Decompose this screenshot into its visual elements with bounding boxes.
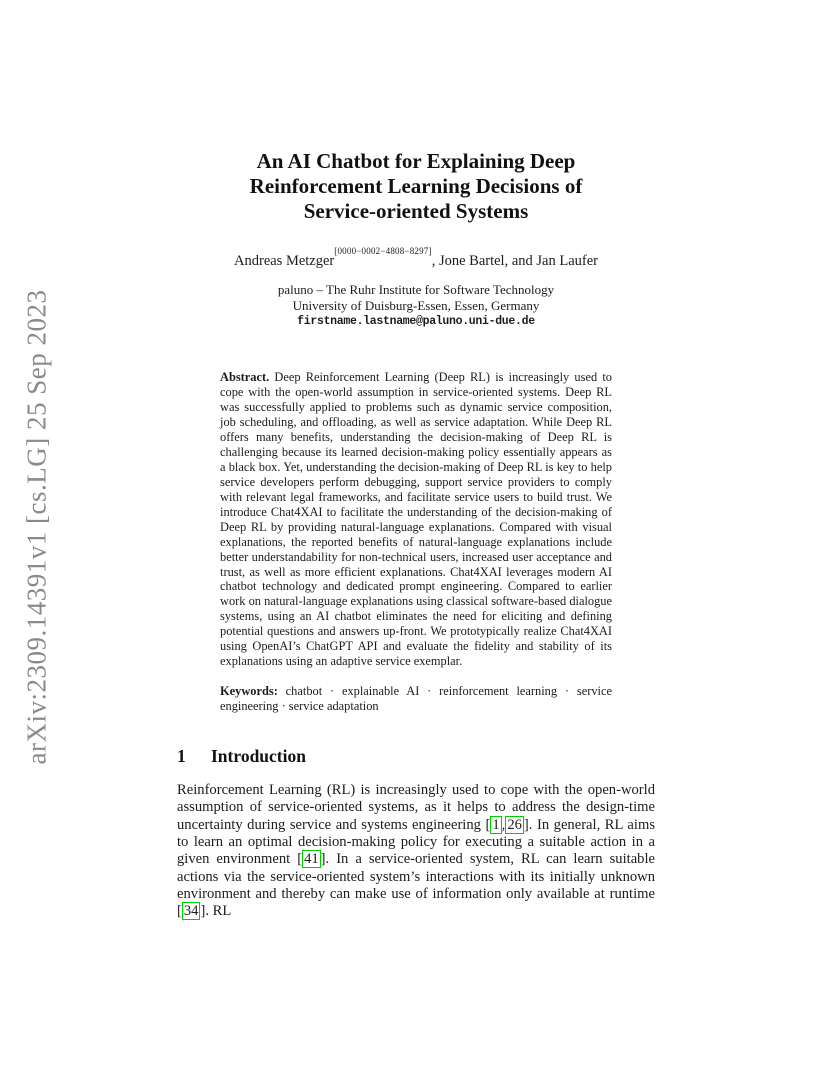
citation-link-1[interactable]: 1 [492, 816, 500, 833]
intro-paragraph [177, 782, 655, 921]
paper-title-line3: Service-oriented Systems [303, 198, 529, 223]
citation-link-41[interactable]: 41 [304, 851, 319, 868]
author-email: firstname.lastname@paluno.uni-due.de [297, 315, 535, 329]
paper-title-line2: Reinforcement Learning Decisions of [249, 173, 583, 198]
section-heading-introduction [177, 746, 655, 767]
citation-link-26[interactable]: 26 [507, 816, 522, 833]
keywords-text: chatbot · explainable AI · reinforcement learning · service engineering · service adaptation [220, 684, 612, 713]
affiliation-institute: paluno – The Ruhr Institute for Software Technology [277, 282, 555, 298]
intro-text-segment: , [501, 816, 506, 833]
intro-text-segment: ]. In a service-oriented system, RL can learn suitable actions via the service-oriented system’s interactions with its initially unknown environment and thereby can make use of information only available at runtime [ [177, 851, 656, 920]
citation-link-34[interactable]: 34 [183, 903, 199, 920]
section-number: 1 [177, 745, 186, 766]
author-line [177, 246, 655, 270]
intro-text-segment: ]. In general, RL aims to learn an optimal decision-making policy for executing a suitable action in a given environment [ [177, 816, 655, 868]
abstract-text: Deep Reinforcement Learning (Deep RL) is increasingly used to cope with the open-world assumption in service-oriented systems. Deep RL was successfully applied to problems such as dynamic service composition, job scheduling, and offloading, as well as service adaptation. While Deep RL offers many benefits, understanding the decision-making of Deep RL is challenging because its learned decision-making policy essentially appears as a black box. Yet, understanding the decision-making of Deep RL is key to help service developers perform debugging, support service providers to comply with relevant legal frameworks, and facilitate service users to build trust. We introduce Chat4XAI to facilitate the understanding of the decision-making of Deep RL by providing natural-language explanations. Compared with visual explanations, the reported benefits of natural-language explanations include better understandability for non-technical users, increased user acceptance and trust, as well as more efficient explanations. Chat4XAI leverages modern AI chatbot technology and dedicated prompt engineering. Compared to earlier work on natural-language explanations using classical software-based dialogue systems, using an AI chatbot eliminates the need for eliciting and defining potential questions and answers up-front. We prototypically realize Chat4XAI using OpenAI’s ChatGPT API and evaluate the fidelity and stability of its explanations using an adaptive service exemplar. [220, 370, 612, 669]
intro-text-segment: ]. RL [200, 903, 232, 920]
author-orcid: [0000−0002−4808−8297] [334, 246, 432, 257]
affiliation [177, 282, 655, 313]
paper-content [177, 0, 655, 921]
abstract-label: Abstract. [220, 370, 270, 385]
arxiv-watermark: arXiv:2309.14391v1 [cs.LG] 25 Sep 2023 [21, 289, 52, 765]
paper-title [177, 149, 655, 223]
paper-title-line1: An AI Chatbot for Explaining Deep [256, 149, 576, 173]
author-rest: , Jone Bartel, and Jan Laufer [431, 253, 598, 270]
author-name: Andreas Metzger [234, 253, 335, 270]
keywords [220, 684, 612, 714]
intro-text-segment: Reinforcement Learning (RL) is increasingly used to cope with the open-world assumption of service-oriented systems, as it helps to address the design-time uncertainty during service and systems engineering [ [177, 781, 655, 833]
abstract [220, 370, 612, 669]
keywords-label: Keywords: [220, 684, 278, 699]
affiliation-university: University of Duisburg-Essen, Essen, Germany [292, 297, 540, 313]
section-title: Introduction [211, 745, 306, 766]
